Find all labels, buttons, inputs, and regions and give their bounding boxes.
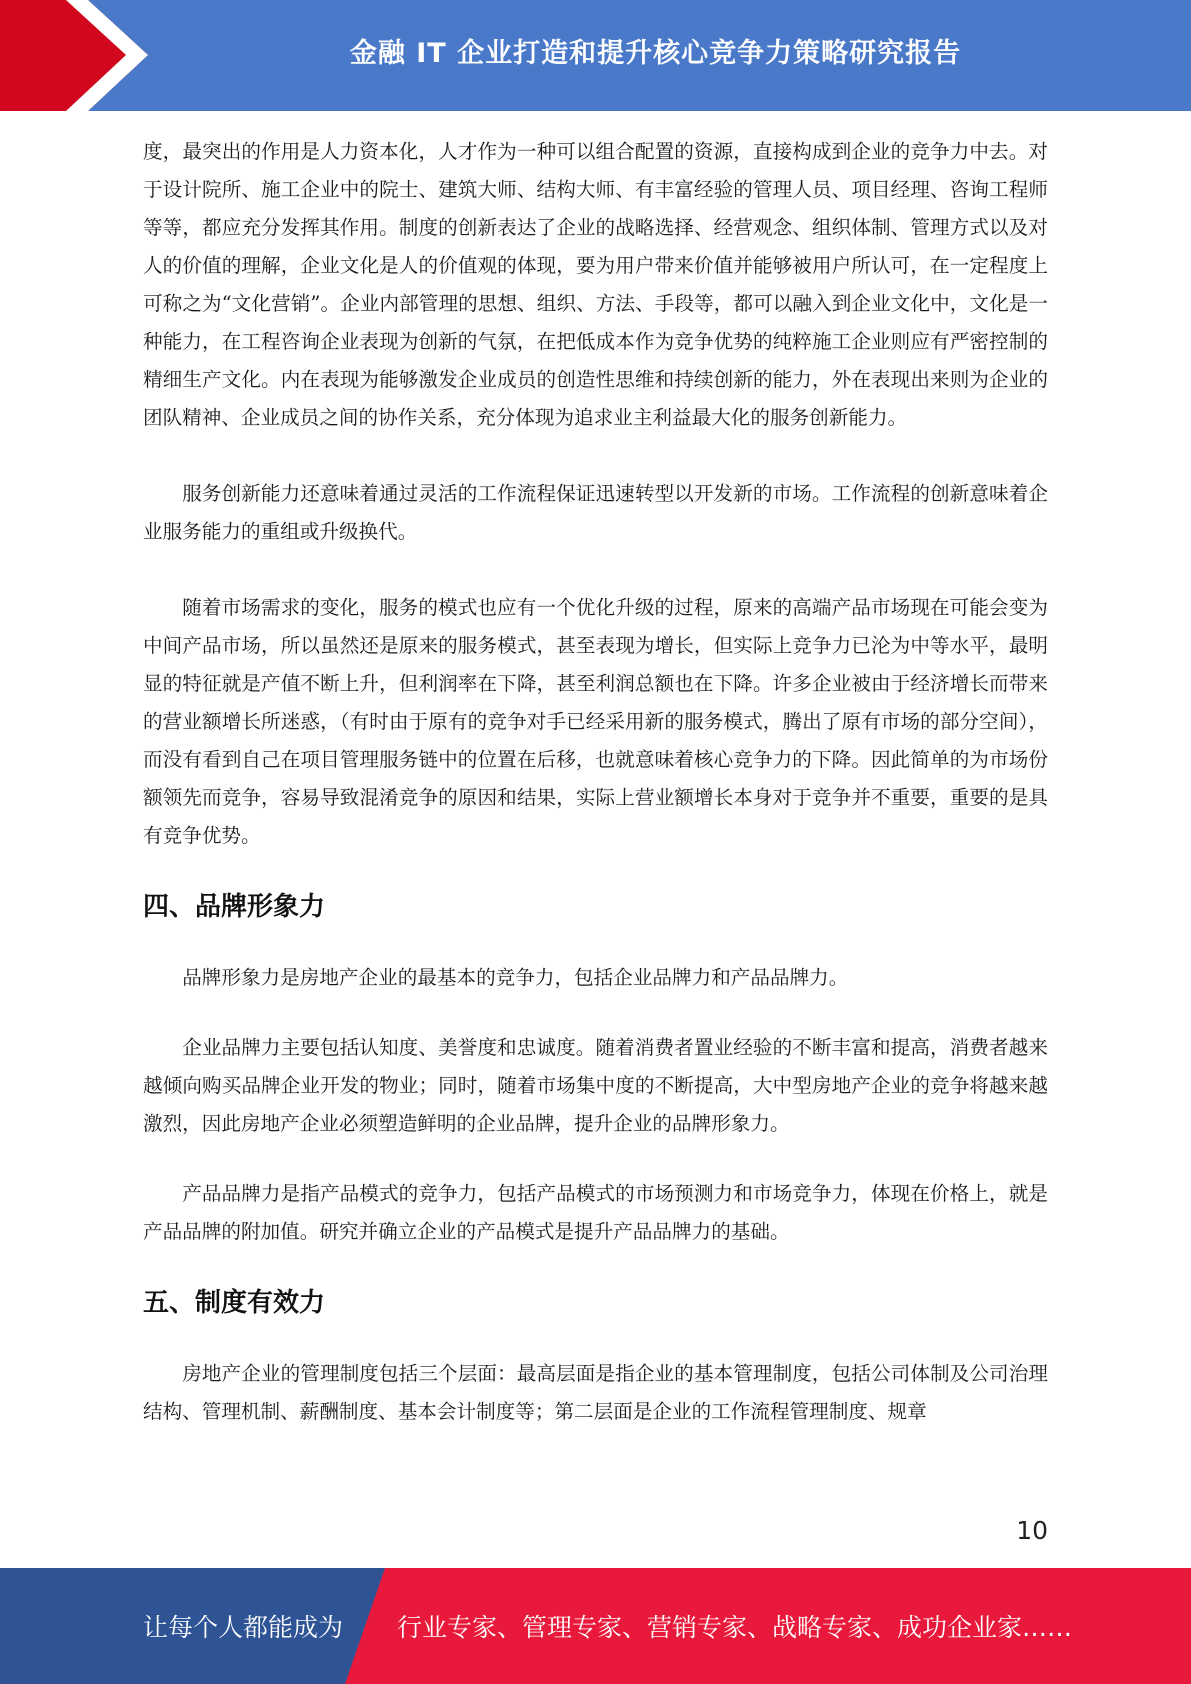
paragraph-1: 度，最突出的作用是人力资本化，人才作为一种可以组合配置的资源，直接构成到企业的竞争力中去。对于设计院所、施工企业中的院士、建筑大师、结构大师、有丰富经验的管理人员、项目经理、咨询工程师等等，都应充分发挥其作用。制度的创新表达了企业的战略选择、经营观念、组织体制、管理方式以及对人的价值的理解，企业文化是人的价值观的体现，要为用户带来价值并能够被用户所认可，在一定程度上可称之为“文化营销”。企业内部管理的思想、组织、方法、手段等，都可以融入到企业文化中，文化是一种能力，在工程咨询企业表现为创新的气氛，在把低成本作为竞争优势的纯粹施工企业则应有严密控制的精细生产文化。内在表现为能够激发企业成员的创造性思维和持续创新的能力，外在表现出来则为企业的团队精神、企业成员之间的协作关系，充分体现为追求业主利益最大化的服务创新能力。 — [143, 140, 1048, 429]
paragraph-2: 服务创新能力还意味着通过灵活的工作流程保证迅速转型以开发新的市场。工作流程的创新意味着企业服务能力的重组或升级换代。 — [143, 482, 1048, 543]
section-heading-5: 五、制度有效力 — [143, 1288, 326, 1318]
footer-slogan-right: 行业专家、管理专家、营销专家、战略专家、成功企业家…… — [397, 1613, 1073, 1642]
paragraph-5: 企业品牌力主要包括认知度、美誉度和忠诚度。随着消费者置业经验的不断丰富和提高，消费者越来越倾向购买品牌企业开发的物业；同时，随着市场集中度的不断提高，大中型房地产企业的竞争将越来越激烈，因此房地产企业必须塑造鲜明的企业品牌，提升企业的品牌形象力。 — [143, 1036, 1048, 1135]
header-chevron-icon — [0, 0, 160, 111]
footer-slogan-left: 让每个人都能成为 — [143, 1613, 344, 1642]
section-heading-4: 四、品牌形象力 — [143, 892, 326, 922]
paragraph-6: 产品品牌力是指产品模式的竞争力，包括产品模式的市场预测力和市场竞争力，体现在价格上，就是产品品牌的附加值。研究并确立企业的产品模式是提升产品品牌力的基础。 — [143, 1182, 1048, 1243]
paragraph-4: 品牌形象力是房地产企业的最基本的竞争力，包括企业品牌力和产品品牌力。 — [182, 966, 849, 989]
paragraph-7: 房地产企业的管理制度包括三个层面：最高层面是指企业的基本管理制度，包括公司体制及公司治理结构、管理机制、薪酬制度、基本会计制度等；第二层面是企业的工作流程管理制度、规章 — [143, 1362, 1048, 1423]
header-bar — [0, 0, 1191, 111]
document-title: 金融 IT 企业打造和提升核心竞争力策略研究报告 — [349, 37, 962, 69]
paragraph-3: 随着市场需求的变化，服务的模式也应有一个优化升级的过程，原来的高端产品市场现在可能会变为中间产品市场，所以虽然还是原来的服务模式，甚至表现为增长，但实际上竞争力已沦为中等水平，最明显的特征就是产值不断上升，但利润率在下降，甚至利润总额也在下降。许多企业被由于经济增长而带来的营业额增长所迷惑，（有时由于原有的竞争对手已经采用新的服务模式，腾出了原有市场的部分空间），而没有看到自己在项目管理服务链中的位置在后移，也就意味着核心竞争力的下降。因此简单的为市场份额领先而竞争，容易导致混淆竞争的原因和结果，实际上营业额增长本身对于竞争并不重要，重要的是具有竞争优势。 — [143, 596, 1048, 847]
footer-bar — [0, 1568, 1191, 1684]
page-number: 10 — [1016, 1516, 1048, 1545]
page-content — [143, 133, 1048, 1431]
